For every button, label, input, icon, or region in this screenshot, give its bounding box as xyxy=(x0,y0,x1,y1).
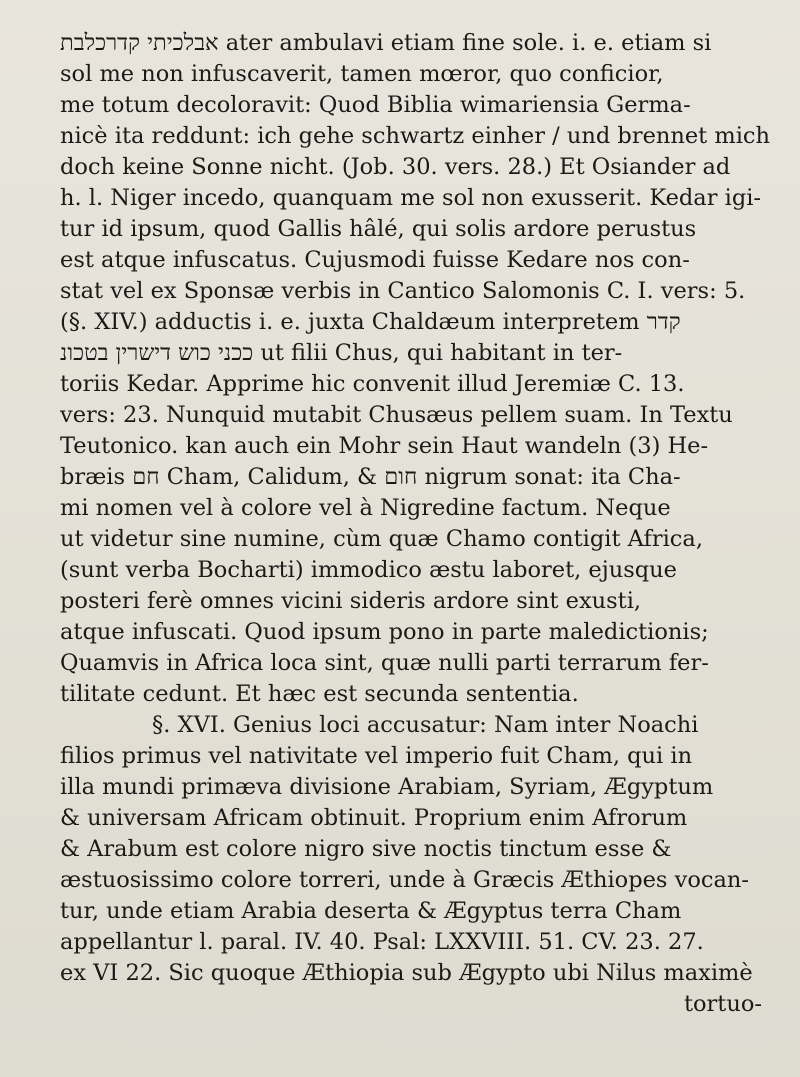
text-line-20: atque infuscati. Quod ipsum pono in parte maledictionis; xyxy=(60,619,709,645)
text-line-11: ככני כוש דישרין בטכונ ut filii Chus, qui habitant in ter- xyxy=(60,340,623,366)
text-line-22: tilitate cedunt. Et hæc est secunda sententia. xyxy=(60,681,579,707)
text-line-25: illa mundi primæva divisione Arabiam, Syriam, Ægyptum xyxy=(60,774,714,800)
text-line-29: tur, unde etiam Arabia deserta & Ægyptus terra Cham xyxy=(60,898,682,924)
text-line-1: אבלכיתי קדרכלבת ater ambulavi etiam fine sole. i. e. etiam si xyxy=(60,30,712,56)
text-line-5: doch keine Sonne nicht. (Job. 30. vers. 28.) Et Osiander ad xyxy=(60,154,731,180)
text-line-15: bræis חם Cham, Calidum, & חום nigrum sonat: ita Cha- xyxy=(60,464,681,490)
text-line-10: (§. XIV.) adductis i. e. juxta Chaldæum interpretem קדר xyxy=(60,309,681,335)
text-line-16: mi nomen vel à colore vel à Nigredine factum. Neque xyxy=(60,495,671,521)
text-line-24: filios primus vel nativitate vel imperio fuit Cham, qui in xyxy=(60,743,693,769)
catchword: tortuo- xyxy=(683,991,762,1017)
text-line-27: & Arabum est colore nigro sive noctis tinctum esse & xyxy=(60,836,672,862)
text-line-8: est atque infuscatus. Cujusmodi fuisse Kedare nos con- xyxy=(60,247,690,273)
text-line-12: toriis Kedar. Apprime hic convenit illud Jeremiæ C. 13. xyxy=(60,371,685,397)
text-line-14: Teutonico. kan auch ein Mohr sein Haut wandeln (3) He- xyxy=(60,433,709,459)
text-line-4: nicè ita reddunt: ich gehe schwartz einher / und brennet mich xyxy=(60,123,771,149)
text-line-9: stat vel ex Sponsæ verbis in Cantico Salomonis C. I. vers: 5. xyxy=(60,278,746,304)
text-line-28: æstuosissimo colore torreri, unde à Græcis Æthiopes vocan- xyxy=(60,867,749,893)
text-line-19: posteri ferè omnes vicini sideris ardore sint exusti, xyxy=(60,588,642,614)
text-line-26: & universam Africam obtinuit. Proprium enim Afrorum xyxy=(60,805,688,831)
text-line-17: ut videtur sine numine, cùm quæ Chamo contigit Africa, xyxy=(60,526,703,552)
text-line-3: me totum decoloravit: Quod Biblia wimariensia Germa- xyxy=(60,92,691,118)
text-line-18: (sunt verba Bocharti) immodico æstu laboret, ejusque xyxy=(60,557,677,583)
text-line-31: ex VI 22. Sic quoque Æthiopia sub Ægypto ubi Nilus maximè xyxy=(60,960,753,986)
text-line-13: vers: 23. Nunquid mutabit Chusæus pellem suam. In Textu xyxy=(60,402,733,428)
text-line-6: h. l. Niger incedo, quanquam me sol non exusserit. Kedar igi- xyxy=(60,185,762,211)
text-line-2: sol me non infuscaverit, tamen mœror, quo conficior, xyxy=(60,61,664,87)
text-line-21: Quamvis in Africa loca sint, quæ nulli parti terrarum fer- xyxy=(60,650,709,676)
latin-text-block xyxy=(60,28,790,1020)
section-heading-line: §. XVI. Genius loci accusatur: Nam inter Noachi xyxy=(152,712,699,738)
text-line-7: tur id ipsum, quod Gallis hâlé, qui solis ardore perustus xyxy=(60,216,697,242)
text-line-30: appellantur l. paral. IV. 40. Psal: LXXVIII. 51. CV. 23. 27. xyxy=(60,929,704,955)
